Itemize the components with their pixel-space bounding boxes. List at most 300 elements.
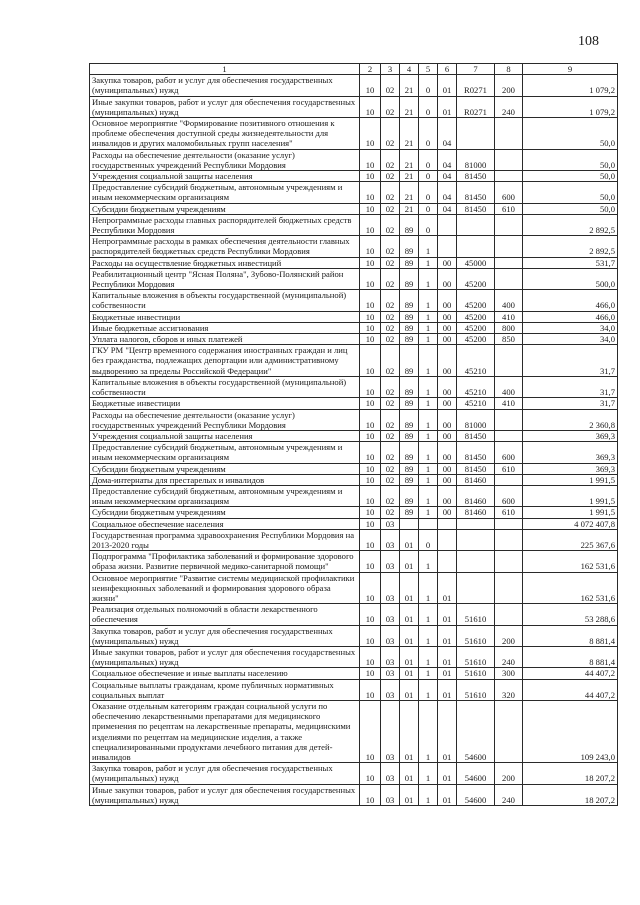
- section-code-cell: 10: [360, 376, 381, 397]
- amount-cell: 18 207,2: [523, 784, 618, 805]
- item-name-cell: Непрограммные расходы главных распорядителей бюджетных средств Республики Мордовия: [90, 214, 360, 235]
- direction-code-cell: 45210: [457, 376, 495, 397]
- expense-type-code-cell: 600: [495, 442, 523, 463]
- direction-code-cell: [457, 551, 495, 572]
- section-code-cell: 10: [360, 236, 381, 257]
- item-name-cell: Основное мероприятие "Формирование позитивного отношения к проблеме обеспечения доступной среды жизнедеятельности для инвалидов и других маломобильных групп населения": [90, 118, 360, 150]
- direction-code-cell: 81450: [457, 442, 495, 463]
- subprogram-code-cell: 0: [419, 203, 438, 214]
- subsection-code-cell: 02: [381, 96, 400, 117]
- item-name-cell: Капитальные вложения в объекты государственной (муниципальной) собственности: [90, 376, 360, 397]
- direction-code-cell: 51610: [457, 679, 495, 700]
- expense-type-code-cell: [495, 118, 523, 150]
- program-code-cell: 01: [400, 625, 419, 646]
- table-body: [90, 75, 618, 806]
- program-code-cell: 01: [400, 572, 419, 604]
- main-measure-code-cell: 00: [438, 290, 457, 311]
- program-code-cell: 89: [400, 485, 419, 506]
- item-name-cell: Закупка товаров, работ и услуг для обеспечения государственных (муниципальных) нужд: [90, 625, 360, 646]
- subsection-code-cell: 03: [381, 679, 400, 700]
- subprogram-code-cell: 1: [419, 625, 438, 646]
- item-name-cell: ГКУ РМ "Центр временного содержания иностранных граждан и лиц без гражданства, подлежащих депортации или административному выдворению за пределы Российской Федерации": [90, 345, 360, 377]
- program-code-cell: 21: [400, 171, 419, 182]
- main-measure-code-cell: 04: [438, 149, 457, 170]
- program-code-cell: 89: [400, 507, 419, 518]
- table-row: [90, 430, 618, 441]
- main-measure-code-cell: [438, 529, 457, 550]
- direction-code-cell: 81450: [457, 203, 495, 214]
- table-row: [90, 604, 618, 625]
- main-measure-code-cell: 01: [438, 679, 457, 700]
- main-measure-code-cell: 01: [438, 604, 457, 625]
- section-code-cell: 10: [360, 700, 381, 762]
- program-code-cell: 01: [400, 700, 419, 762]
- table-row: [90, 763, 618, 784]
- main-measure-code-cell: 01: [438, 668, 457, 679]
- section-code-cell: 10: [360, 625, 381, 646]
- subsection-code-cell: 02: [381, 430, 400, 441]
- table-row: [90, 268, 618, 289]
- program-code-cell: 01: [400, 668, 419, 679]
- subprogram-code-cell: 0: [419, 214, 438, 235]
- item-name-cell: Расходы на осуществление бюджетных инвестиций: [90, 257, 360, 268]
- section-code-cell: 10: [360, 551, 381, 572]
- expense-type-code-cell: [495, 551, 523, 572]
- amount-cell: 18 207,2: [523, 763, 618, 784]
- program-code-cell: 89: [400, 214, 419, 235]
- subprogram-code-cell: 1: [419, 334, 438, 345]
- expense-type-code-cell: 400: [495, 376, 523, 397]
- amount-cell: 44 407,2: [523, 668, 618, 679]
- subprogram-code-cell: 1: [419, 463, 438, 474]
- amount-cell: 500,0: [523, 268, 618, 289]
- expense-type-code-cell: [495, 257, 523, 268]
- expense-type-code-cell: [495, 268, 523, 289]
- expense-type-code-cell: 240: [495, 96, 523, 117]
- amount-cell: 50,0: [523, 149, 618, 170]
- program-code-cell: 89: [400, 430, 419, 441]
- subprogram-code-cell: 1: [419, 345, 438, 377]
- item-name-cell: Реабилитационный центр "Ясная Поляна", Зубово-Полянский район Республики Мордовия: [90, 268, 360, 289]
- amount-cell: 1 991,5: [523, 507, 618, 518]
- direction-code-cell: 81450: [457, 463, 495, 474]
- subprogram-code-cell: 0: [419, 149, 438, 170]
- item-name-cell: Учреждения социальной защиты населения: [90, 171, 360, 182]
- direction-code-cell: 45210: [457, 398, 495, 409]
- amount-cell: 162 531,6: [523, 551, 618, 572]
- subsection-code-cell: 02: [381, 182, 400, 203]
- main-measure-code-cell: 00: [438, 430, 457, 441]
- table-header-row: [90, 64, 618, 75]
- main-measure-code-cell: 04: [438, 182, 457, 203]
- table-row: [90, 646, 618, 667]
- subprogram-code-cell: 1: [419, 679, 438, 700]
- table-row: [90, 171, 618, 182]
- expense-type-code-cell: [495, 700, 523, 762]
- direction-code-cell: 45210: [457, 345, 495, 377]
- table-row: [90, 507, 618, 518]
- expense-type-code-cell: [495, 171, 523, 182]
- program-code-cell: 01: [400, 529, 419, 550]
- expense-type-code-cell: [495, 572, 523, 604]
- section-code-cell: 10: [360, 257, 381, 268]
- table-row: [90, 334, 618, 345]
- subprogram-code-cell: 1: [419, 604, 438, 625]
- program-code-cell: 21: [400, 149, 419, 170]
- main-measure-code-cell: 00: [438, 507, 457, 518]
- program-code-cell: 89: [400, 345, 419, 377]
- subprogram-code-cell: 1: [419, 257, 438, 268]
- item-name-cell: Закупка товаров, работ и услуг для обеспечения государственных (муниципальных) нужд: [90, 75, 360, 96]
- expense-type-code-cell: 850: [495, 334, 523, 345]
- direction-code-cell: 81000: [457, 149, 495, 170]
- item-name-cell: Субсидии бюджетным учреждениям: [90, 463, 360, 474]
- amount-cell: 369,3: [523, 463, 618, 474]
- table-row: [90, 376, 618, 397]
- expense-type-code-cell: 610: [495, 203, 523, 214]
- main-measure-code-cell: 00: [438, 442, 457, 463]
- program-code-cell: 89: [400, 290, 419, 311]
- subsection-code-cell: 03: [381, 604, 400, 625]
- main-measure-code-cell: 01: [438, 572, 457, 604]
- amount-cell: 531,7: [523, 257, 618, 268]
- item-name-cell: Субсидии бюджетным учреждениям: [90, 203, 360, 214]
- expense-type-code-cell: [495, 345, 523, 377]
- table-row: [90, 75, 618, 96]
- subsection-code-cell: 03: [381, 518, 400, 529]
- subprogram-code-cell: 1: [419, 668, 438, 679]
- program-code-cell: 01: [400, 604, 419, 625]
- table-row: [90, 625, 618, 646]
- amount-cell: 466,0: [523, 290, 618, 311]
- program-code-cell: 89: [400, 322, 419, 333]
- section-code-cell: 10: [360, 442, 381, 463]
- header-cell: 2: [360, 64, 381, 75]
- table-row: [90, 398, 618, 409]
- section-code-cell: 10: [360, 398, 381, 409]
- subsection-code-cell: 02: [381, 75, 400, 96]
- item-name-cell: Иные закупки товаров, работ и услуг для обеспечения государственных (муниципальных) нужд: [90, 96, 360, 117]
- subsection-code-cell: 02: [381, 376, 400, 397]
- main-measure-code-cell: 01: [438, 763, 457, 784]
- subsection-code-cell: 02: [381, 322, 400, 333]
- item-name-cell: Социальные выплаты гражданам, кроме публичных нормативных социальных выплат: [90, 679, 360, 700]
- table-row: [90, 290, 618, 311]
- subsection-code-cell: 02: [381, 290, 400, 311]
- section-code-cell: 10: [360, 784, 381, 805]
- item-name-cell: Дома-интернаты для престарелых и инвалидов: [90, 474, 360, 485]
- expense-type-code-cell: 610: [495, 507, 523, 518]
- program-code-cell: 89: [400, 268, 419, 289]
- table-row: [90, 572, 618, 604]
- amount-cell: 31,7: [523, 345, 618, 377]
- section-code-cell: 10: [360, 171, 381, 182]
- program-code-cell: 01: [400, 784, 419, 805]
- program-code-cell: 89: [400, 334, 419, 345]
- section-code-cell: 10: [360, 518, 381, 529]
- main-measure-code-cell: 00: [438, 409, 457, 430]
- expense-type-code-cell: [495, 409, 523, 430]
- page-number: 108: [578, 34, 599, 49]
- main-measure-code-cell: 01: [438, 625, 457, 646]
- subprogram-code-cell: 1: [419, 507, 438, 518]
- main-measure-code-cell: 00: [438, 334, 457, 345]
- section-code-cell: 10: [360, 646, 381, 667]
- amount-cell: 162 531,6: [523, 572, 618, 604]
- program-code-cell: 89: [400, 409, 419, 430]
- section-code-cell: 10: [360, 214, 381, 235]
- direction-code-cell: 45200: [457, 322, 495, 333]
- item-name-cell: Непрограммные расходы в рамках обеспечения деятельности главных распорядителей бюджетных средств Республики Мордовия: [90, 236, 360, 257]
- amount-cell: 4 072 407,8: [523, 518, 618, 529]
- subsection-code-cell: 02: [381, 334, 400, 345]
- item-name-cell: Расходы на обеспечение деятельности (оказание услуг) государственных учреждений Республики Мордовия: [90, 409, 360, 430]
- section-code-cell: 10: [360, 118, 381, 150]
- direction-code-cell: 81460: [457, 474, 495, 485]
- subsection-code-cell: 02: [381, 268, 400, 289]
- direction-code-cell: 81460: [457, 485, 495, 506]
- section-code-cell: 10: [360, 182, 381, 203]
- header-cell: 7: [457, 64, 495, 75]
- direction-code-cell: 51610: [457, 625, 495, 646]
- subsection-code-cell: 02: [381, 345, 400, 377]
- table-row: [90, 236, 618, 257]
- program-code-cell: 21: [400, 118, 419, 150]
- item-name-cell: Капитальные вложения в объекты государственной (муниципальной) собственности: [90, 290, 360, 311]
- subprogram-code-cell: 1: [419, 311, 438, 322]
- amount-cell: 50,0: [523, 171, 618, 182]
- subprogram-code-cell: 1: [419, 376, 438, 397]
- program-code-cell: 89: [400, 257, 419, 268]
- amount-cell: 2 892,5: [523, 214, 618, 235]
- subsection-code-cell: 02: [381, 214, 400, 235]
- table-row: [90, 322, 618, 333]
- amount-cell: 50,0: [523, 203, 618, 214]
- table-row: [90, 551, 618, 572]
- expense-type-code-cell: 410: [495, 398, 523, 409]
- section-code-cell: 10: [360, 679, 381, 700]
- main-measure-code-cell: 00: [438, 376, 457, 397]
- main-measure-code-cell: 00: [438, 398, 457, 409]
- amount-cell: 1 079,2: [523, 75, 618, 96]
- section-code-cell: 10: [360, 203, 381, 214]
- header-cell: 8: [495, 64, 523, 75]
- item-name-cell: Закупка товаров, работ и услуг для обеспечения государственных (муниципальных) нужд: [90, 763, 360, 784]
- table-row: [90, 214, 618, 235]
- main-measure-code-cell: 01: [438, 75, 457, 96]
- item-name-cell: Реализация отдельных полномочий в области лекарственного обеспечения: [90, 604, 360, 625]
- amount-cell: 8 881,4: [523, 646, 618, 667]
- subprogram-code-cell: 0: [419, 171, 438, 182]
- expense-type-code-cell: 410: [495, 311, 523, 322]
- subsection-code-cell: 02: [381, 203, 400, 214]
- amount-cell: 34,0: [523, 334, 618, 345]
- subsection-code-cell: 03: [381, 668, 400, 679]
- subsection-code-cell: 02: [381, 474, 400, 485]
- table-row: [90, 784, 618, 805]
- item-name-cell: Учреждения социальной защиты населения: [90, 430, 360, 441]
- budget-table: [89, 63, 618, 806]
- item-name-cell: Государственная программа здравоохранения Республики Мордовия на 2013-2020 годы: [90, 529, 360, 550]
- program-code-cell: 21: [400, 75, 419, 96]
- direction-code-cell: 54600: [457, 700, 495, 762]
- expense-type-code-cell: 300: [495, 668, 523, 679]
- item-name-cell: Предоставление субсидий бюджетным, автономным учреждениям и иным некоммерческим организациям: [90, 442, 360, 463]
- item-name-cell: Субсидии бюджетным учреждениям: [90, 507, 360, 518]
- section-code-cell: 10: [360, 409, 381, 430]
- main-measure-code-cell: [438, 518, 457, 529]
- program-code-cell: 89: [400, 311, 419, 322]
- amount-cell: 53 288,6: [523, 604, 618, 625]
- section-code-cell: 10: [360, 485, 381, 506]
- program-code-cell: 01: [400, 679, 419, 700]
- section-code-cell: 10: [360, 668, 381, 679]
- section-code-cell: 10: [360, 311, 381, 322]
- direction-code-cell: 81000: [457, 409, 495, 430]
- subprogram-code-cell: 0: [419, 118, 438, 150]
- expense-type-code-cell: [495, 604, 523, 625]
- item-name-cell: Основное мероприятие "Развитие системы медицинской профилактики неинфекционных заболеваний и формирования здорового образа жизни": [90, 572, 360, 604]
- main-measure-code-cell: 04: [438, 118, 457, 150]
- main-measure-code-cell: 00: [438, 311, 457, 322]
- table-row: [90, 257, 618, 268]
- direction-code-cell: 45200: [457, 334, 495, 345]
- amount-cell: 50,0: [523, 182, 618, 203]
- section-code-cell: 10: [360, 430, 381, 441]
- program-code-cell: 01: [400, 646, 419, 667]
- main-measure-code-cell: 00: [438, 257, 457, 268]
- amount-cell: 109 243,0: [523, 700, 618, 762]
- subprogram-code-cell: 0: [419, 182, 438, 203]
- subsection-code-cell: 02: [381, 485, 400, 506]
- subprogram-code-cell: 1: [419, 784, 438, 805]
- expense-type-code-cell: 240: [495, 646, 523, 667]
- subsection-code-cell: 03: [381, 625, 400, 646]
- item-name-cell: Оказание отдельным категориям граждан социальной услуги по обеспечению лекарственными препаратами для медицинского применения по рецептам на лекарственные препараты, медицинскими изделиями по рецептам на медицинские изделия, а также специализированными продуктами лечебного питания для детей-инвалидов: [90, 700, 360, 762]
- direction-code-cell: 51610: [457, 604, 495, 625]
- direction-code-cell: 45200: [457, 311, 495, 322]
- subprogram-code-cell: 0: [419, 96, 438, 117]
- item-name-cell: Уплата налогов, сборов и иных платежей: [90, 334, 360, 345]
- section-code-cell: 10: [360, 268, 381, 289]
- direction-code-cell: 51610: [457, 646, 495, 667]
- amount-cell: 50,0: [523, 118, 618, 150]
- direction-code-cell: 45200: [457, 290, 495, 311]
- table-row: [90, 203, 618, 214]
- program-code-cell: 21: [400, 203, 419, 214]
- item-name-cell: Социальное обеспечение и иные выплаты населению: [90, 668, 360, 679]
- section-code-cell: 10: [360, 572, 381, 604]
- table-row: [90, 409, 618, 430]
- table-row: [90, 345, 618, 377]
- amount-cell: 44 407,2: [523, 679, 618, 700]
- direction-code-cell: 81450: [457, 171, 495, 182]
- subprogram-code-cell: 1: [419, 485, 438, 506]
- table-row: [90, 668, 618, 679]
- table-row: [90, 700, 618, 762]
- subsection-code-cell: 02: [381, 409, 400, 430]
- main-measure-code-cell: 04: [438, 203, 457, 214]
- amount-cell: 34,0: [523, 322, 618, 333]
- item-name-cell: Иные бюджетные ассигнования: [90, 322, 360, 333]
- amount-cell: 2 360,8: [523, 409, 618, 430]
- amount-cell: 1 991,5: [523, 474, 618, 485]
- item-name-cell: Предоставление субсидий бюджетным, автономным учреждениям и иным некоммерческим организациям: [90, 182, 360, 203]
- direction-code-cell: R0271: [457, 75, 495, 96]
- expense-type-code-cell: [495, 149, 523, 170]
- expense-type-code-cell: 200: [495, 763, 523, 784]
- subprogram-code-cell: 1: [419, 551, 438, 572]
- expense-type-code-cell: 600: [495, 485, 523, 506]
- subprogram-code-cell: 1: [419, 322, 438, 333]
- item-name-cell: Социальное обеспечение населения: [90, 518, 360, 529]
- amount-cell: 369,3: [523, 430, 618, 441]
- section-code-cell: 10: [360, 474, 381, 485]
- subprogram-code-cell: 1: [419, 442, 438, 463]
- direction-code-cell: 81450: [457, 182, 495, 203]
- subprogram-code-cell: 1: [419, 763, 438, 784]
- subprogram-code-cell: 0: [419, 529, 438, 550]
- subsection-code-cell: 02: [381, 463, 400, 474]
- subprogram-code-cell: 0: [419, 75, 438, 96]
- expense-type-code-cell: [495, 430, 523, 441]
- table-row: [90, 529, 618, 550]
- item-name-cell: Подпрограмма "Профилактика заболеваний и формирование здорового образа жизни. Развитие первичной медико-санитарной помощи": [90, 551, 360, 572]
- expense-type-code-cell: [495, 236, 523, 257]
- expense-type-code-cell: [495, 214, 523, 235]
- main-measure-code-cell: 00: [438, 322, 457, 333]
- main-measure-code-cell: [438, 551, 457, 572]
- program-code-cell: [400, 518, 419, 529]
- section-code-cell: 10: [360, 75, 381, 96]
- direction-code-cell: 45000: [457, 257, 495, 268]
- amount-cell: 31,7: [523, 398, 618, 409]
- program-code-cell: 89: [400, 398, 419, 409]
- table-row: [90, 149, 618, 170]
- amount-cell: 369,3: [523, 442, 618, 463]
- program-code-cell: 89: [400, 376, 419, 397]
- main-measure-code-cell: 00: [438, 485, 457, 506]
- direction-code-cell: 45200: [457, 268, 495, 289]
- table-row: [90, 442, 618, 463]
- subsection-code-cell: 03: [381, 572, 400, 604]
- subprogram-code-cell: 1: [419, 430, 438, 441]
- subsection-code-cell: 02: [381, 311, 400, 322]
- direction-code-cell: [457, 118, 495, 150]
- subsection-code-cell: 03: [381, 529, 400, 550]
- main-measure-code-cell: 01: [438, 96, 457, 117]
- header-cell: 9: [523, 64, 618, 75]
- direction-code-cell: 81450: [457, 430, 495, 441]
- amount-cell: 31,7: [523, 376, 618, 397]
- subprogram-code-cell: 1: [419, 646, 438, 667]
- expense-type-code-cell: 200: [495, 75, 523, 96]
- subprogram-code-cell: 1: [419, 409, 438, 430]
- main-measure-code-cell: 00: [438, 463, 457, 474]
- program-code-cell: 21: [400, 182, 419, 203]
- header-cell: 1: [90, 64, 360, 75]
- subprogram-code-cell: 1: [419, 268, 438, 289]
- header-cell: 6: [438, 64, 457, 75]
- section-code-cell: 10: [360, 290, 381, 311]
- section-code-cell: 10: [360, 604, 381, 625]
- main-measure-code-cell: 01: [438, 700, 457, 762]
- expense-type-code-cell: 400: [495, 290, 523, 311]
- subsection-code-cell: 02: [381, 507, 400, 518]
- main-measure-code-cell: 00: [438, 268, 457, 289]
- direction-code-cell: 54600: [457, 763, 495, 784]
- expense-type-code-cell: 800: [495, 322, 523, 333]
